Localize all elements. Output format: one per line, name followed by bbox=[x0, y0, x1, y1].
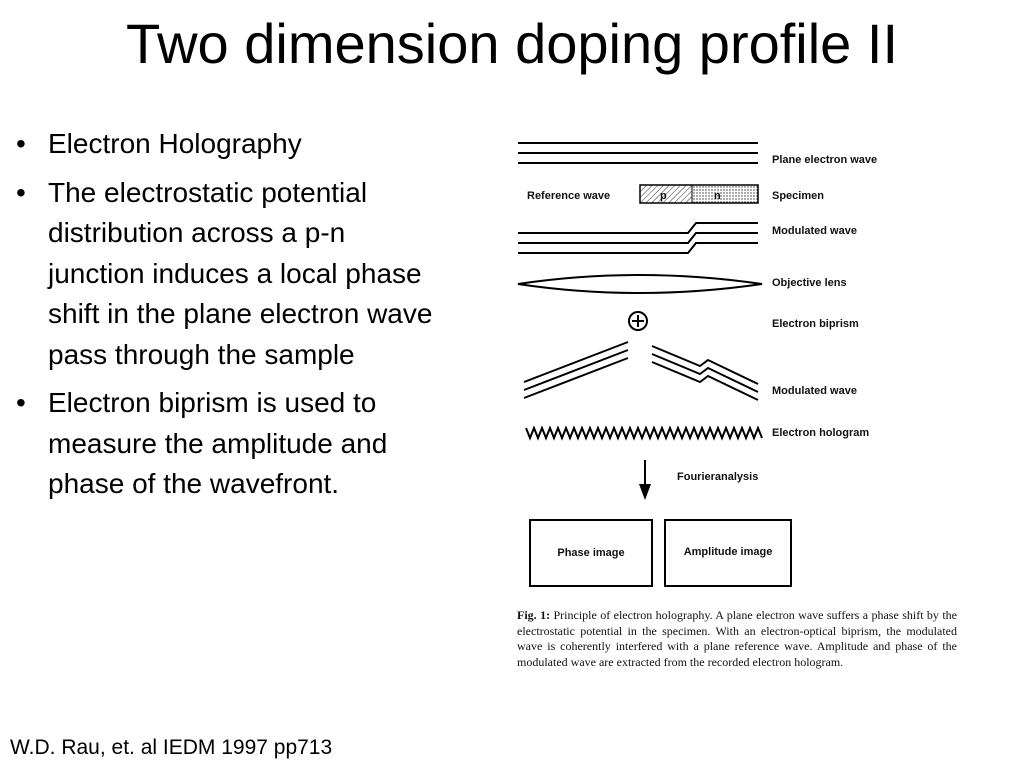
modulated-wave-label: Modulated wave bbox=[772, 225, 857, 237]
hologram-fringes bbox=[526, 428, 762, 438]
bullet-item: • The electrostatic potential distribution across a p-n junction induces a local phase shift in the plane electron wave pass through the sample bbox=[14, 173, 444, 376]
specimen-block bbox=[640, 185, 758, 203]
modulated-wave-lines bbox=[518, 223, 758, 253]
bullet-item: • Electron Holography bbox=[14, 124, 444, 165]
reference-wave-label: Reference wave bbox=[527, 190, 611, 202]
plane-wave-lines bbox=[518, 143, 758, 163]
hologram-label: Electron hologram bbox=[772, 427, 870, 439]
caption-text: Principle of electron holography. A plane electron wave suffers a phase shift by the electrostatic potential in the specimen. With an electron-optical biprism, the modulated wave is coherently interfered with a plane reference wave. Amplitude and phase of the modulated wave are extracted from the recorded electron hologram. bbox=[517, 608, 958, 669]
bullet-item: • Electron biprism is used to measure the amplitude and phase of the wavefront. bbox=[14, 383, 444, 505]
bullet-list bbox=[14, 124, 444, 513]
biprism-label: Electron biprism bbox=[772, 318, 859, 330]
slide-title: Two dimension doping profile II bbox=[126, 12, 898, 75]
plane-wave-label: Plane electron wave bbox=[772, 154, 878, 166]
biprism-symbol bbox=[629, 312, 647, 330]
objective-lens-label: Objective lens bbox=[772, 277, 847, 289]
p-region-label: p bbox=[660, 190, 667, 202]
n-region-label: n bbox=[714, 190, 721, 202]
phase-image-label: Phase image bbox=[557, 547, 625, 559]
caption-label: Fig. 1: bbox=[517, 608, 551, 622]
objective-lens-shape bbox=[518, 275, 762, 293]
specimen-label: Specimen bbox=[772, 190, 824, 202]
down-arrow-icon bbox=[639, 460, 651, 500]
figure-caption bbox=[517, 608, 957, 670]
modulated-wave-2-label: Modulated wave bbox=[772, 385, 857, 397]
fourier-label: Fourieranalysis bbox=[677, 471, 759, 483]
citation: W.D. Rau, et. al IEDM 1997 pp713 bbox=[10, 736, 333, 759]
deflected-wave-lines bbox=[524, 342, 758, 400]
amplitude-image-label: Amplitude image bbox=[683, 546, 773, 558]
